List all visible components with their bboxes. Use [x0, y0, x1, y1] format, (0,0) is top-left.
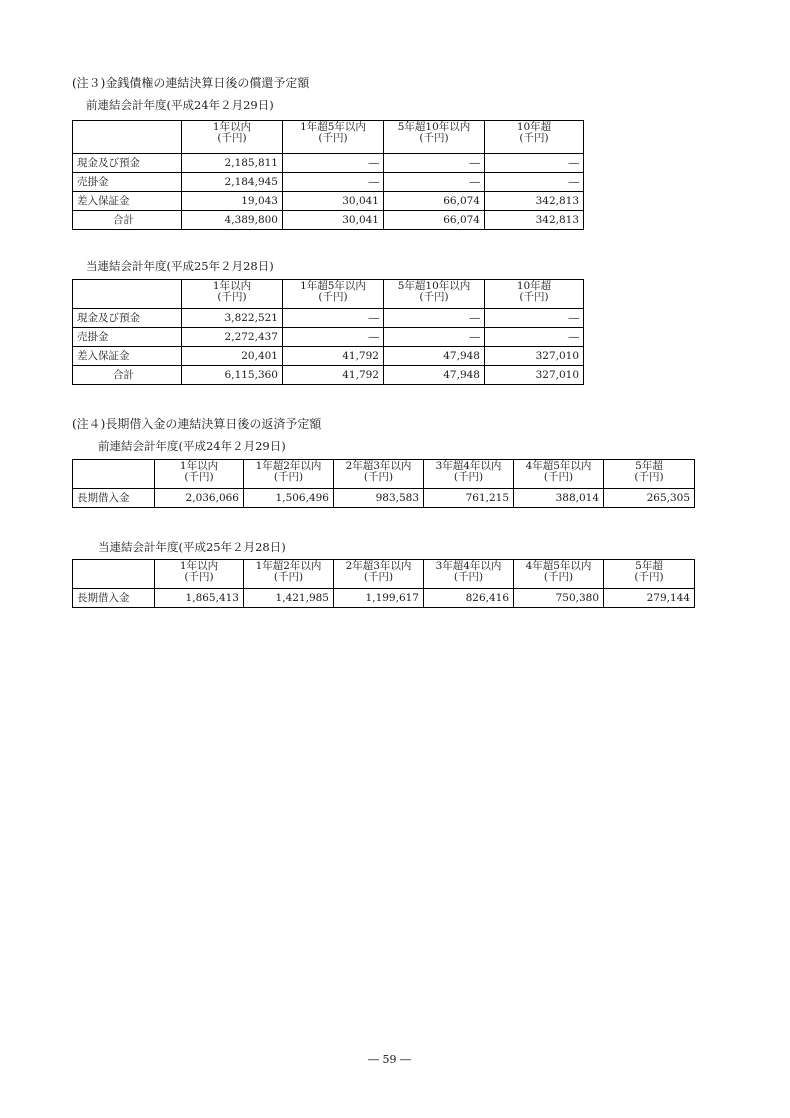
- header-unit: (千円): [318, 132, 348, 144]
- row-label: 長期借入金: [73, 489, 155, 508]
- value-cell: ―: [283, 328, 384, 347]
- total-row: [73, 366, 584, 385]
- value-cell: ―: [384, 173, 485, 192]
- header-label: 1年以内: [179, 560, 219, 572]
- header-unit: (千円): [634, 571, 664, 583]
- note3-curr-period: 当連結会計年度(平成25年２月28日): [86, 259, 274, 273]
- note4-title: (注４)長期借入金の連結決算日後の返済予定額: [72, 417, 322, 431]
- header-label: 1年超2年以内: [255, 460, 322, 472]
- total-row: [73, 211, 584, 230]
- header-cell: [424, 460, 514, 489]
- value-cell: ―: [283, 309, 384, 328]
- note3-curr-table: [72, 279, 584, 385]
- value-cell: 1,421,985: [244, 589, 334, 608]
- value-cell: 2,272,437: [182, 328, 283, 347]
- header-cell: [485, 280, 584, 309]
- header-cell: [384, 280, 485, 309]
- value-cell: ―: [485, 328, 584, 347]
- row-label: 長期借入金: [73, 589, 155, 608]
- value-cell: ―: [283, 154, 384, 173]
- value-cell: 750,380: [514, 589, 604, 608]
- header-label: 10年超: [516, 121, 552, 133]
- header-label: 3年超4年以内: [435, 560, 502, 572]
- row-label: 売掛金: [73, 328, 182, 347]
- header-unit: (千円): [419, 132, 449, 144]
- value-cell: ―: [384, 309, 485, 328]
- header-label: 1年超5年以内: [300, 280, 366, 292]
- value-cell: 761,215: [424, 489, 514, 508]
- value-cell: 265,305: [604, 489, 695, 508]
- header-unit: (千円): [634, 471, 664, 483]
- header-cell: [334, 460, 424, 489]
- total-label: 合計: [73, 211, 182, 230]
- value-cell: ―: [283, 173, 384, 192]
- header-cell: [604, 560, 695, 589]
- table-row: [73, 347, 584, 366]
- header-cell: [514, 560, 604, 589]
- value-cell: 342,813: [485, 211, 584, 230]
- header-cell: [182, 121, 283, 154]
- header-label: 10年超: [516, 280, 552, 292]
- row-label: 現金及び預金: [73, 154, 182, 173]
- value-cell: 342,813: [485, 192, 584, 211]
- header-unit: (千円): [273, 571, 304, 583]
- value-cell: 3,822,521: [182, 309, 283, 328]
- header-label: 1年以内: [212, 121, 252, 133]
- value-cell: 388,014: [514, 489, 604, 508]
- note4-curr-table: [72, 559, 695, 608]
- header-label: 5年超10年以内: [397, 121, 471, 133]
- value-cell: ―: [485, 154, 584, 173]
- note4-prev-table: [72, 459, 695, 508]
- table-header-row: [73, 560, 695, 589]
- header-label: 5年超10年以内: [397, 280, 471, 292]
- value-cell: 47,948: [384, 366, 485, 385]
- value-cell: 2,184,945: [182, 173, 283, 192]
- row-label: 売掛金: [73, 173, 182, 192]
- header-unit: (千円): [453, 571, 484, 583]
- header-unit: (千円): [543, 471, 574, 483]
- table-row: [73, 489, 695, 508]
- value-cell: 1,199,617: [334, 589, 424, 608]
- header-label: 5年超: [635, 560, 663, 572]
- value-cell: 66,074: [384, 211, 485, 230]
- header-unit: (千円): [217, 291, 247, 303]
- header-unit: (千円): [543, 571, 574, 583]
- table-header-row: [73, 460, 695, 489]
- value-cell: 19,043: [182, 192, 283, 211]
- header-unit: (千円): [519, 132, 549, 144]
- value-cell: 2,036,066: [155, 489, 244, 508]
- header-unit: (千円): [519, 291, 549, 303]
- value-cell: ―: [384, 328, 485, 347]
- header-cell: [244, 560, 334, 589]
- header-unit: (千円): [273, 471, 304, 483]
- total-label: 合計: [73, 366, 182, 385]
- row-label: 現金及び預金: [73, 309, 182, 328]
- header-cell: [604, 460, 695, 489]
- note3-prev-table: [72, 120, 584, 230]
- value-cell: 826,416: [424, 589, 514, 608]
- value-cell: 327,010: [485, 347, 584, 366]
- header-label: 2年超3年以内: [345, 460, 412, 472]
- header-label: 2年超3年以内: [345, 560, 412, 572]
- header-label: 4年超5年以内: [525, 560, 592, 572]
- header-cell: [155, 460, 244, 489]
- header-empty-cell: [73, 460, 155, 489]
- header-label: 4年超5年以内: [525, 460, 592, 472]
- header-unit: (千円): [217, 132, 247, 144]
- note4-prev-period: 前連結会計年度(平成24年２月29日): [98, 439, 286, 453]
- header-label: 1年超2年以内: [255, 560, 322, 572]
- value-cell: 327,010: [485, 366, 584, 385]
- header-unit: (千円): [184, 471, 214, 483]
- header-cell: [424, 560, 514, 589]
- value-cell: 47,948: [384, 347, 485, 366]
- value-cell: 983,583: [334, 489, 424, 508]
- row-label: 差入保証金: [73, 347, 182, 366]
- value-cell: ―: [485, 309, 584, 328]
- value-cell: 2,185,811: [182, 154, 283, 173]
- header-unit: (千円): [318, 291, 348, 303]
- header-cell: [334, 560, 424, 589]
- header-unit: (千円): [184, 571, 214, 583]
- header-unit: (千円): [363, 471, 394, 483]
- header-cell: [182, 280, 283, 309]
- value-cell: 30,041: [283, 192, 384, 211]
- header-cell: [283, 280, 384, 309]
- table-row: [73, 589, 695, 608]
- page-number: ― 59 ―: [368, 1053, 411, 1066]
- header-empty-cell: [73, 280, 182, 309]
- row-label: 差入保証金: [73, 192, 182, 211]
- header-empty-cell: [73, 560, 155, 589]
- value-cell: 66,074: [384, 192, 485, 211]
- table-row: [73, 192, 584, 211]
- header-label: 1年超5年以内: [300, 121, 366, 133]
- value-cell: 41,792: [283, 347, 384, 366]
- table-row: [73, 154, 584, 173]
- table-row: [73, 328, 584, 347]
- header-unit: (千円): [363, 571, 394, 583]
- header-label: 1年以内: [179, 460, 219, 472]
- value-cell: 279,144: [604, 589, 695, 608]
- value-cell: 1,865,413: [155, 589, 244, 608]
- header-cell: [283, 121, 384, 154]
- value-cell: 1,506,496: [244, 489, 334, 508]
- header-unit: (千円): [419, 291, 449, 303]
- header-cell: [244, 460, 334, 489]
- value-cell: 30,041: [283, 211, 384, 230]
- value-cell: 41,792: [283, 366, 384, 385]
- header-label: 5年超: [635, 460, 663, 472]
- header-label: 3年超4年以内: [435, 460, 502, 472]
- value-cell: 6,115,360: [182, 366, 283, 385]
- value-cell: ―: [384, 154, 485, 173]
- header-label: 1年以内: [212, 280, 252, 292]
- table-header-row: [73, 280, 584, 309]
- note3-prev-period: 前連結会計年度(平成24年２月29日): [86, 98, 274, 112]
- note3-title: (注３)金銭債権の連結決算日後の償還予定額: [72, 76, 310, 90]
- table-row: [73, 173, 584, 192]
- header-unit: (千円): [453, 471, 484, 483]
- value-cell: ―: [485, 173, 584, 192]
- header-cell: [384, 121, 485, 154]
- table-header-row: [73, 121, 584, 154]
- value-cell: 4,389,800: [182, 211, 283, 230]
- header-cell: [155, 560, 244, 589]
- header-cell: [514, 460, 604, 489]
- header-cell: [485, 121, 584, 154]
- table-row: [73, 309, 584, 328]
- value-cell: 20,401: [182, 347, 283, 366]
- note4-curr-period: 当連結会計年度(平成25年２月28日): [98, 540, 286, 554]
- header-empty-cell: [73, 121, 182, 154]
